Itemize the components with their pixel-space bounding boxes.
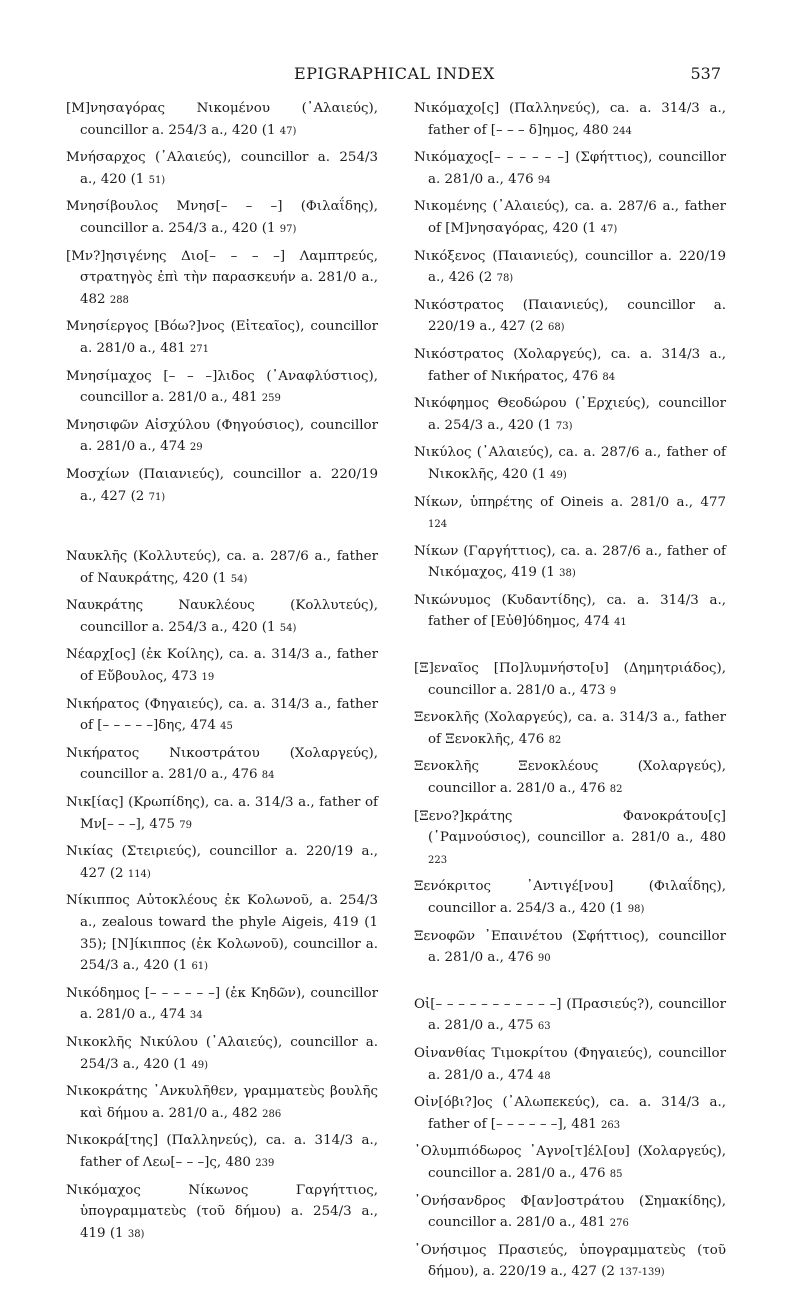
entry-text: [Ξ]εναῖος [Πο]λυμνήστο[υ] (Δημητριάδος), councillor a. 281/0 a., 473	[414, 661, 726, 698]
index-entry	[414, 1191, 726, 1235]
entry-text: Νίκων (Γαργήττιος), ca. a. 287/6 a., father of Νικόμαχος, 419 (1	[414, 543, 726, 581]
entry-line-reference: 239	[255, 1157, 275, 1169]
entry-line-reference: 223	[428, 854, 448, 866]
entry-line-reference: 79	[179, 819, 192, 831]
page-header	[0, 64, 789, 88]
entry-line-reference: 38)	[559, 568, 576, 580]
index-entry	[414, 1092, 726, 1136]
entry-line-reference: 276	[609, 1218, 629, 1230]
entry-line-reference: 82	[609, 784, 623, 796]
entry-text: Νικύλος (᾿Αλαιεύς), ca. a. 287/6 a., father of Νικοκλῆς, 420 (1	[414, 445, 726, 482]
running-head-title: EPIGRAPHICAL INDEX	[294, 64, 495, 83]
entry-text: Μνήσαρχος (᾿Αλαιεύς), councillor a. 254/3 a., 420 (1	[66, 150, 378, 187]
index-entry	[66, 644, 378, 688]
entry-text: Νικόμαχο[ς] (Παλληνεύς), ca. a. 314/3 a., father of [– – – δ]ημος, 480	[414, 101, 726, 138]
entry-text: ᾿Ονήσιμος Πρασιεύς, ὑπογραμματεὺς (τοῦ δήμου), a. 220/19 a., 427 (2	[414, 1242, 726, 1280]
entry-line-reference: 19	[201, 672, 215, 684]
entry-text: Νικόμαχος[– – – – – –] (Σφήττιος), councillor a. 281/0 a., 476	[414, 150, 726, 187]
entry-text: Νικόμαχος Νίκωνος Γαργήττιος, ὑπογραμματεὺς (τοῦ δήμου) a. 254/3 a., 419 (1	[66, 1182, 378, 1241]
entry-text: [Ξενο?]κράτης Φανοκράτου[ς] (῾Ραμνούσιος), councillor a. 281/0 a., 480	[414, 808, 726, 846]
entry-line-reference: 286	[262, 1108, 282, 1120]
index-entry	[414, 492, 726, 536]
entry-text: Οἰν[όβι?]ος (᾿Αλωπεκεύς), ca. a. 314/3 a., father of [– – – – – –], 481	[414, 1095, 726, 1132]
index-entry	[414, 442, 726, 486]
index-entry	[414, 876, 726, 920]
entry-line-reference: 259	[261, 393, 281, 405]
entry-line-reference: 71)	[148, 491, 166, 503]
index-entry	[66, 196, 378, 240]
entry-line-reference: 137-139)	[619, 1267, 665, 1279]
entry-text: Οἰ[– – – – – – – – – – –] (Πρασιεύς?), councillor a. 281/0 a., 475	[414, 996, 726, 1034]
entry-text: Ξενοκλῆς Ξενοκλέους (Χολαργεύς), councillor a. 281/0 a., 476	[414, 759, 726, 797]
entry-line-reference: 271	[189, 343, 210, 355]
index-entry	[66, 246, 378, 312]
entry-text: Νικόφημος Θεοδώρου (᾿Ερχιεύς), councillor a. 254/3 a., 420 (1	[414, 396, 726, 433]
entry-text: Οἰνανθίας Τιμοκρίτου (Φηγαιεύς), councillor a. 281/0 a., 474	[414, 1045, 726, 1083]
index-column-left	[66, 98, 378, 1250]
entry-text: Νικίας (Στειριεύς), councillor a. 220/19 a., 427 (2	[66, 844, 378, 881]
index-entry	[66, 1032, 378, 1076]
entry-line-reference: 29	[189, 442, 203, 454]
index-entry	[414, 926, 726, 970]
index-entry	[414, 541, 726, 585]
entry-line-reference: 94	[537, 174, 551, 186]
index-entry	[66, 743, 378, 787]
entry-line-reference: 288	[109, 294, 129, 306]
entry-text: Μνησίεργος [Βόω?]νος (Εἰτεαῖος), councillor a. 281/0 a., 481	[66, 319, 378, 356]
index-entry	[414, 994, 726, 1038]
entry-text: Νίκιππος Αὐτοκλέους ἐκ Κολωνοῦ, a. 254/3 a., zealous toward the phyle Aigeis, 419 (1 35); [Ν]ίκιππος (ἐκ Κολωνοῦ), councillor a. 254/3 a., 420 (1	[66, 893, 378, 974]
entry-line-reference: 124	[428, 519, 448, 531]
entry-line-reference: 68)	[547, 322, 565, 334]
entry-text: ᾿Ολυμπιόδωρος ᾿Αγνο[τ]έλ[ου] (Χολαργεύς), councillor a. 281/0 a., 476	[414, 1144, 726, 1181]
entry-text: Νικόστρατος (Παιανιεύς), councillor a. 220/19 a., 427 (2	[414, 297, 726, 335]
entry-line-reference: 244	[612, 125, 632, 137]
entry-line-reference: 263	[601, 1119, 621, 1131]
index-entry	[66, 464, 378, 508]
entry-text: Ξενοκλῆς (Χολαργεύς), ca. a. 314/3 a., father of Ξενοκλῆς, 476	[414, 710, 726, 747]
entry-line-reference: 84	[602, 371, 616, 383]
index-entry	[66, 415, 378, 459]
entry-line-reference: 82	[548, 734, 562, 746]
entry-text: [Μν?]ησιγένης Διο[– – – –] Λαμπτρεύς, στρατηγὸς ἐπὶ τὴν παρασκευήν a. 281/0 a., 482	[66, 248, 378, 307]
index-entry	[414, 756, 726, 800]
entry-text: Μοσχίων (Παιανιεύς), councillor a. 220/19 a., 427 (2	[66, 466, 378, 504]
entry-text: Νικήρατος (Φηγαιεύς), ca. a. 314/3 a., father of [– – – – –]δης, 474	[66, 696, 378, 734]
entry-text: Νικόξενος (Παιανιεύς), councillor a. 220/19 a., 426 (2	[414, 248, 726, 286]
index-entry	[66, 792, 378, 836]
entry-line-reference: 90	[537, 953, 551, 965]
entry-text: Ναυκράτης Ναυκλέους (Κολλυτεύς), councillor a. 254/3 a., 420 (1	[66, 598, 378, 635]
entry-text: Νικομένης (᾿Αλαιεύς), ca. a. 287/6 a., father of [Μ]νησαγόρας, 420 (1	[414, 199, 726, 236]
index-entry	[414, 590, 726, 634]
index-entry	[414, 658, 726, 702]
index-entry	[414, 1043, 726, 1087]
entry-line-reference: 78)	[496, 273, 514, 285]
entry-text: [Μ]νησαγόρας Νικομένου (᾿Αλαιεύς), councillor a. 254/3 a., 420 (1	[66, 101, 378, 138]
index-entry	[414, 147, 726, 191]
index-entry	[414, 1141, 726, 1185]
index-entry	[66, 694, 378, 738]
entry-text: Μνησίβουλος Μνησ[– – –] (Φιλαΐδης), councillor a. 254/3 a., 420 (1	[66, 199, 378, 236]
entry-text: Νικοκράτης ᾿Ανκυλῆθεν, γραμματεὺς βουλῆς καὶ δήμου a. 281/0 a., 482	[66, 1084, 378, 1121]
entry-text: Νικόδημος [– – – – – –] (ἐκ Κηδῶν), councillor a. 281/0 a., 474	[66, 985, 378, 1023]
entry-line-reference: 47)	[600, 223, 618, 235]
entry-line-reference: 98)	[627, 904, 645, 915]
entry-text: Νικοκλῆς Νικύλου (᾿Αλαιεύς), councillor a. 254/3 a., 420 (1	[66, 1034, 378, 1072]
entry-text: Νίκων, ὑπηρέτης of Oineis a. 281/0 a., 477	[414, 494, 726, 510]
entry-text: Νικόστρατος (Χολαργεύς), ca. a. 314/3 a., father of Νικήρατος, 476	[414, 346, 726, 384]
entry-line-reference: 34	[189, 1010, 203, 1022]
index-entry	[66, 366, 378, 410]
entry-line-reference: 54)	[230, 573, 248, 585]
index-entry	[414, 806, 726, 872]
entry-line-reference: 51)	[148, 174, 166, 186]
index-entry	[66, 983, 378, 1027]
entry-line-reference: 114)	[127, 868, 151, 880]
entry-text: Ξενόκριτος ᾿Αντιγέ[νου] (Φιλαΐδης), councillor a. 254/3 a., 420 (1	[414, 879, 726, 916]
entry-line-reference: 41	[614, 617, 627, 629]
index-entry	[66, 595, 378, 639]
entry-line-reference: 48	[537, 1070, 551, 1082]
entry-line-reference: 47)	[279, 125, 297, 137]
entry-text: Νικ[ίας] (Κρωπίδης), ca. a. 314/3 a., father of Μν[– – –], 475	[66, 795, 378, 832]
entry-line-reference: 73)	[555, 420, 573, 432]
index-entry	[66, 147, 378, 191]
entry-line-reference: 45	[220, 721, 233, 733]
entry-line-reference: 84	[261, 770, 275, 782]
entry-text: Νέαρχ[ος] (ἐκ Κοίλης), ca. a. 314/3 a., father of Εὔβουλος, 473	[66, 647, 378, 685]
entry-line-reference: 63	[537, 1021, 551, 1033]
entry-line-reference: 9	[609, 685, 617, 697]
index-entry	[66, 98, 378, 142]
index-entry	[414, 344, 726, 388]
page-number: 537	[690, 64, 721, 83]
index-entry	[66, 1180, 378, 1246]
entry-text: Ναυκλῆς (Κολλυτεύς), ca. a. 287/6 a., father of Ναυκράτης, 420 (1	[66, 549, 378, 586]
index-entry	[66, 316, 378, 360]
entry-line-reference: 49)	[550, 469, 567, 481]
entry-line-reference: 85	[609, 1168, 623, 1180]
entry-line-reference: 61)	[191, 961, 209, 973]
entry-line-reference: 54)	[279, 622, 297, 634]
entry-text: Νικήρατος Νικοστράτου (Χολαργεύς), councillor a. 281/0 a., 476	[66, 745, 378, 783]
entry-line-reference: 38)	[127, 1228, 145, 1240]
entry-text: Μνησίμαχος [– – –]λιδος (᾿Αναφλύστιος), councillor a. 281/0 a., 481	[66, 368, 378, 406]
index-entry	[414, 707, 726, 751]
index-entry	[414, 393, 726, 437]
index-entry	[66, 546, 378, 590]
index-entry	[414, 98, 726, 142]
index-entry	[66, 841, 378, 885]
entry-text: Μνησιφῶν Αἰσχύλου (Φηγούσιος), councillor a. 281/0 a., 474	[66, 417, 378, 455]
entry-line-reference: 97)	[279, 223, 297, 235]
entry-text: Ξενοφῶν ᾿Επαινέτου (Σφήττιος), councillor a. 281/0 a., 476	[414, 928, 726, 966]
index-entry	[414, 1240, 726, 1284]
entry-text: ᾿Ονήσανδρος Φ[αν]οστράτου (Σημακίδης), councillor a. 281/0 a., 481	[414, 1193, 726, 1231]
index-entry	[66, 890, 378, 977]
index-entry	[66, 1081, 378, 1125]
index-entry	[414, 196, 726, 240]
index-column-right	[414, 98, 726, 1289]
entry-line-reference: 49)	[191, 1059, 209, 1071]
index-entry	[414, 295, 726, 339]
index-entry	[66, 1130, 378, 1174]
entry-text: Νικοκρά[της] (Παλληνεύς), ca. a. 314/3 a., father of Λεω[– – –]ς, 480	[66, 1133, 378, 1170]
index-entry	[414, 246, 726, 290]
entry-text: Νικώνυμος (Κυδαντίδης), ca. a. 314/3 a., father of [Εὐθ]ύδημος, 474	[414, 592, 726, 630]
